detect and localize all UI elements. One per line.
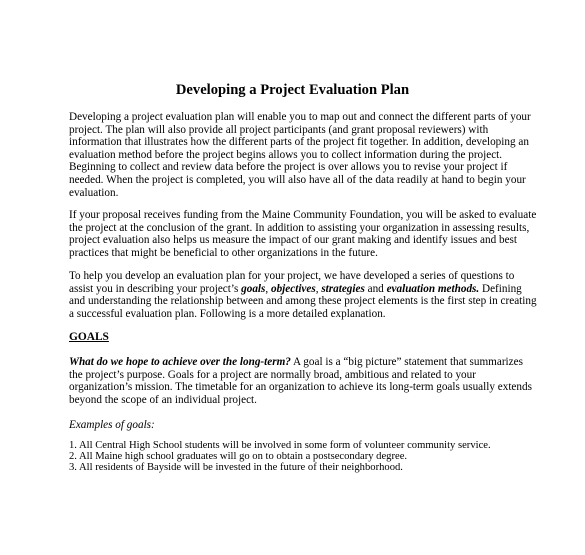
goals-definition-paragraph xyxy=(69,356,532,406)
goals-definition-line: organization’s mission. The timetable for an organization to achieve its long-term goals usually extends xyxy=(69,381,532,394)
objectives-term: objectives xyxy=(270,282,316,295)
help-line-elements xyxy=(69,283,529,296)
intro-line: information that illustrates how the different parts of the project fit together. In addition, developing an xyxy=(69,136,529,149)
funding-paragraph xyxy=(69,209,537,259)
help-line-suffix: Defining xyxy=(479,282,522,295)
goals-term: goals xyxy=(241,282,266,295)
intro-line: evaluation method before the project begins allows you to collect information during the project. xyxy=(69,148,503,161)
goals-definition-line xyxy=(69,356,529,369)
examples-label: Examples of goals: xyxy=(69,419,155,431)
intro-line: evaluation. xyxy=(69,186,119,199)
intro-line: project. The plan will also provide all project participants (and grant proposal reviewers) with xyxy=(69,123,489,136)
funding-line: practices that might be beneficial to other organizations in the future. xyxy=(69,246,378,259)
goals-heading: GOALS xyxy=(69,331,109,343)
separator: and xyxy=(364,282,387,295)
evaluation-methods-term: evaluation methods. xyxy=(386,282,480,295)
help-line: and understanding the relationship between and among these project elements is the first step in creating xyxy=(69,295,537,308)
funding-line: project evaluation also helps us measure the impact of our grant making and identify issues and best xyxy=(69,234,518,247)
funding-line: If your proposal receives funding from the Maine Community Foundation, you will be asked to evaluate xyxy=(69,209,537,221)
intro-line: needed. When the project is completed, you will also have all of the data readily at hand to begin your xyxy=(69,173,526,186)
intro-line: Beginning to collect and review data before the project is over allows you to revise your project if xyxy=(69,161,508,174)
intro-line: Developing a project evaluation plan will enable you to map out and connect the different parts of your xyxy=(69,111,531,123)
help-line-prefix: assist you in describing your project’s xyxy=(69,282,242,295)
list-item: 3. All residents of Bayside will be invested in the future of their neighborhood. xyxy=(69,461,403,473)
document-title: Developing a Project Evaluation Plan xyxy=(175,82,410,98)
list-item: 2. All Maine high school graduates will go on to obtain a postsecondary degree. xyxy=(69,450,408,462)
funding-line: the project at the conclusion of the grant. In addition to assisting your organization in assessing results, xyxy=(69,221,530,234)
separator: , xyxy=(265,282,271,295)
separator: , xyxy=(315,282,322,295)
examples-list xyxy=(69,441,491,473)
list-item: 1. All Central High School students will be involved in some form of volunteer community service. xyxy=(69,440,491,451)
help-line: a successful evaluation plan. Following is a more detailed explanation. xyxy=(69,307,386,320)
goals-definition-rest: A goal is a “big picture” statement that summarizes xyxy=(290,356,523,368)
strategies-term: strategies xyxy=(321,282,365,295)
intro-paragraph xyxy=(69,111,529,199)
goals-definition-line: the project’s purpose. Goals for a project are normally broad, ambitious and related to your xyxy=(69,368,476,381)
goals-definition-line: beyond the scope of an individual project. xyxy=(69,393,257,406)
help-line: To help you develop an evaluation plan for your project, we have developed a series of questions to xyxy=(69,270,515,282)
goals-question: What do we hope to achieve over the long-term? xyxy=(69,356,291,368)
help-paragraph xyxy=(69,270,537,320)
